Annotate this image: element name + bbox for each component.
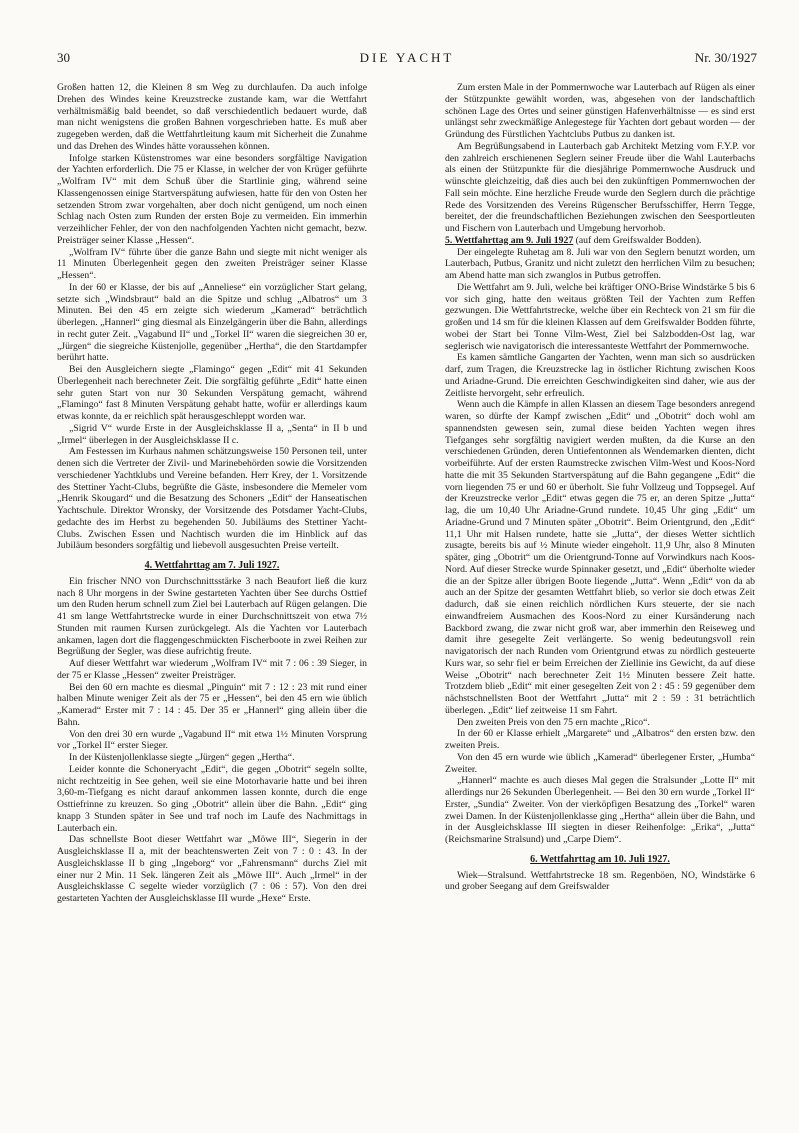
paragraph: Großen hatten 12, die Kleinen 8 sm Weg zu durchlaufen. Da auch infolge Drehen des Windes keine Kreuzstrecke zustande kam, war die Wettfahrt verhältnismäßig bald beendet, so daß verschiedentlich bedauert wurde, daß man nicht wenigstens die großen Bahnen vorgeschrieben hatte. Es muß aber zugegeben werden, daß die Wettfahrtleitung kaum mit Sicherheit die Zunahme und das Drehen des Windes hätte voraussehen können.: [57, 82, 367, 152]
right-column: [445, 82, 755, 1112]
paragraph: Die Wettfahrt am 9. Juli, welche bei kräftiger ONO-Brise Windstärke 5 bis 6 vor sich ging, hatte den weitaus größten Teil der Yachten zum Reffen gezwungen. Die Wettfahrtstrecke, welche über ein Rechteck von 21 sm für die großen und 14 sm für die kleinen Klassen auf dem Greifswalder Bodden führte, wobei der Start bei Tonne Vilm-West, Ziel bei Salzbodden-Ost lag, war seglerisch wie navigatorisch die interessanteste Wettfahrt der Pommernwoche.: [445, 281, 755, 352]
paragraph: „Hannerl“ machte es auch dieses Mal gegen die Stralsunder „Lotte II“ mit allerdings nur 26 Sekunden Überlegenheit. — Bei den 30 ern wurde „Torkel II“ Erster, „Sundia“ Zweiter. Von der vierköpfigen Besatzung des „Torkel“ waren zwei Damen. In der Küstenjollenklasse ging „Hertha“ allein über die Bahn, und in der Ausgleichsklasse III siegten in dieser Reihenfolge: „Erika“, „Jutta“ (Reichsmarine Stralsund) und „Carpe Diem“.: [445, 775, 755, 845]
paragraph: Der eingelegte Ruhetag am 8. Juli war von den Seglern benutzt worden, um Lauterbach, Putbus, Granitz und nicht zuletzt den herrlichen Vilm zu besuchen; am Abend hatte man sich zwanglos in Putbus getroffen.: [445, 246, 755, 281]
paragraph: „Sigrid V“ wurde Erste in der Ausgleichsklasse II a, „Senta“ in II b und „Irmel“ überlegen in der Ausgleichsklasse II c.: [57, 422, 367, 446]
paragraph: In der Küstenjollenklasse siegte „Jürgen“ gegen „Hertha“.: [69, 752, 295, 763]
paragraph: In der 60 er Klasse, der bis auf „Anneliese“ ein vorzüglicher Start gelang, setzte sich „Windsbraut“ bald an die Spitze und schlug „Albatros“ um 3 Minuten. Bei den 45 ern zeigte sich wiederum „Kamerad“ beträchtlich überlegen. „Hannerl“ ging diesmal als Einzelgängerin über die Bahn, allerdings in recht guter Zeit. „Vagabund II“ und „Torkel II“ waren die siegreichen 30 er, „Jürgen“ die siegreiche Küstenjolle, gegenüber „Hertha“, die den Startdampfer berührt hatte.: [57, 281, 367, 364]
paragraph: „Wolfram IV“ führte über die ganze Bahn und siegte mit nicht weniger als 11 Minuten Überlegenheit gegen den zweiten Preisträger seiner Klasse „Hessen“.: [57, 246, 367, 281]
paragraph: Leider konnte die Schoneryacht „Edit“, die gegen „Obotrit“ segeln sollte, nicht rechtzeitig in See gehen, weil sie eine Motorhavarie hatte und bei ihren 3,60-m-Tiefgang es nicht darauf ankommen lassen konnte, durch die enge Osttiefrinne zu kreuzen. So ging „Obotrit“ allein über die Bahn. „Edit“ ging knapp 3 Stunden später in See und traf noch im Laufe des Nachmittags in Lauterbach ein.: [57, 763, 367, 834]
paragraph: Bei den 60 ern machte es diesmal „Pinguin“ mit 7 : 12 : 23 mit rund einer halben Minute weniger Zeit als der 75 er „Hessen“, bei den 45 ern wie üblich „Kamerad“ Erster mit 7 : 14 : 45. Der 35 er „Hannerl“ ging allein über die Bahn.: [57, 681, 367, 728]
paragraph: Den zweiten Preis von den 75 ern machte „Rico“.: [457, 716, 650, 728]
section-heading-5-suffix: (auf dem Greifswalder Bodden).: [573, 234, 702, 246]
paragraph: Wenn auch die Kämpfe in allen Klassen an diesem Tage besonders anregend waren, so dürfte der Kampf zwischen „Edit“ und „Obotrit“ doch wohl am spannendsten gewesen sein, zumal diese beiden Yachten wegen ihres Tiefganges sehr sorgfältig navigiert werden mußten, da die Kurse an den verschiedenen Gründen, deren Untiefentonnen als Wendemarken dienten, dicht vorbeiführte. Auf der ersten Raumstrecke zwischen Vilm-West und Koos-Nord hatte die mit 35 Sekunden Startverspätung auf die Bahn gegangene „Edit“ die vorn liegenden 75 er und 60 er überholt. Sie fuhr Vollzeug und Toppsegel. Auf der Kreuzstrecke verlor „Edit“ etwas gegen die 75 er, an deren Spitze „Jutta“ lag, die um 10,40 Uhr Ariadne-Grund rundete. 10,45 Uhr ging „Edit“ um Ariadne-Grund und 7 Minuten später „Obotrit“. Beim Orientgrund, den „Edit“ 11,1 Uhr mit Halsen rundete, hatte sie „Jutta“, der dieses Wetter sichtlich zusagte, bereits bis auf ½ Minute wieder eingeholt. 11,9 Uhr, also 8 Minuten später, ging „Obotrit“ um die Orientgrund-Tonne auf Vorwindkurs nach Koos-Nord. Auf dieser Strecke wurde Spinnaker gesetzt, und „Edit“ überholte wieder die an der Spitze aller übrigen Boote liegende „Jutta“. Wenn „Edit“ von da ab auch an der Spitze der gesamten Wettfahrt blieb, so verlor sie doch etwas Zeit dadurch, daß sie einen reichlich nördlichen Kurs steuerte, der sie nach einwandfreiem Ausmachen des Koos-Nord zu einer Kursänderung nach Backbord zwang, die zwar nicht groß war, aber immerhin den Reiseweg und damit ihre gesegelte Zeit verlängerte. So wenig bedeutungsvoll rein navigatorisch der nach Runden vom Orientgrund etwas zu nördlich gesteuerte Kurs war, so sehr fiel er beim Erreichen der Ziellinie ins Gewicht, da auf diese Weise „Obotrit“ nach berechneter Zeit 1½ Minuten bessere Zeit hatte. Trotzdem blieb „Edit“ mit einer gesegelten Zeit von 2 : 45 : 59 gegenüber dem nächstschnellsten Boot der Wettfahrt „Jutta“ mit 2 : 59 : 31 beträchtlich überlegen. „Edit“ lief zeitweise 11 sm Fahrt.: [445, 399, 755, 716]
page-number: 30: [57, 50, 70, 65]
paragraph: Am Begrüßungsabend in Lauterbach gab Architekt Metzing vom F.Y.P. vor den zahlreich erschienenen Seglern seiner Freude über die Wahl Lauterbachs als einen der Stützpunkte für die diesjährige Pommernwoche Ausdruck und wünschte gleichzeitig, daß dies auch bei den zukünftigen Pommernwochen der Fall sein möchte. Eine herzliche Freude wurde den Seglern durch die prächtige Rede des Vorsitzenden des Vereins Rügenscher Berufsschiffer, Herrn Tegge, bereitet, der die freundschaftlichen Beziehungen zwischen den Seesportleuten und Fischern von Lauterbach und Umgebung hervorhob.: [445, 140, 755, 234]
issue-number: Nr. 30/1927: [694, 50, 757, 65]
section-heading-6: 6. Wettfahrttag am 10. Juli 1927.: [530, 853, 670, 865]
paragraph: Wiek—Stralsund. Wettfahrtstrecke 18 sm. Regenböen, NO, Windstärke 6 und grober Seegang auf dem Greifswalder: [445, 869, 755, 893]
paragraph: Es kamen sämtliche Gangarten der Yachten, wenn man sich so ausdrücken darf, zum Tragen, die Kreuzstrecke lag in östlicher Richtung zwischen Koos und Ariadne-Grund. Die erreichten Geschwindigkeiten sind daher, wie aus der Zeitliste hervorgeht, sehr erfreulich.: [445, 352, 755, 399]
section-heading-4: 4. Wettfahrttag am 7. Juli 1927.: [144, 560, 280, 571]
page-header: [57, 50, 757, 68]
paragraph: Auf dieser Wettfahrt war wiederum „Wolfram IV“ mit 7 : 06 : 39 Sieger, in der 75 er Klasse „Hessen“ zweiter Preisträger.: [57, 658, 367, 681]
paragraph: Von den drei 30 ern wurde „Vagabund II“ mit etwa 1½ Minuten Vorsprung vor „Torkel II“ erster Sieger.: [57, 728, 367, 752]
paragraph: Am Festessen im Kurhaus nahmen schätzungsweise 150 Personen teil, unter denen sich die Vertreter der Zivil- und Marinebehörden sowie die Vorsitzenden verschiedener Yachtklubs und Vereine befanden. Herr Krey, der 1. Vorsitzende des Stettiner Yacht-Clubs, begrüßte die Gäste, insbesondere die Memeler vom „Henrik Skougard“ und die Besatzung des Schoners „Edit“ der Hanseatischen Yachtschule. Direktor Wronsky, der Vorsitzende des Potsdamer Yacht-Clubs, gedachte des im Herbst zu begehenden 50. Jubiläums des Stettiner Yacht-Clubs. Zwischen Essen und Nachtisch wurden die im Hinblick auf das Jubiläum besonders sorgfältig und liebevoll ausgesuchten Preise verteilt.: [57, 446, 367, 552]
section-heading-5-line: [445, 235, 755, 247]
paragraph: Zum ersten Male in der Pommernwoche war Lauterbach auf Rügen als einer der Stützpunkte gewählt worden, was, abgesehen von der landschaftlich schönen Lage des Ortes und seiner günstigen Hafenverhältnisse — es sind erst unlängst sehr zweckmäßige Anlegestege für Yachten dort gebaut worden — der Gründung des Fürstlichen Yachtclubs Putbus zu danken ist.: [445, 82, 755, 140]
journal-title: DIE YACHT: [359, 50, 455, 65]
paragraph: Infolge starken Küstenstromes war eine besonders sorgfältige Navigation der Yachten erforderlich. Die 75 er Klasse, in welcher der von Krüger geführte „Wolfram IV“ mit dem Schuß über die Startlinie ging, während seine Klassengenossen einige Startverspätung aufwiesen, hatte für den von Osten her setzenden Strom zwar vorgehalten, aber doch nicht genügend, um noch einen Schlag nach Osten zum Runden der ersten Boje zu vermeiden. Ein immerhin verzeihlicher Fehler, der von den nachfolgenden Yachten nicht gemacht, bezw. Preisträger seiner Klasse „Hessen“.: [57, 152, 367, 246]
left-column: [57, 82, 367, 1112]
paragraph: Ein frischer NNO von Durchschnittsstärke 3 nach Beaufort ließ die kurz nach 8 Uhr morgens in der Swine gestarteten Yachten über See durchs Osttief um den Ruden herum schnell zum Ziel bei Lauterbach auf Rügen gelangen. Die 41 sm lange Wettfahrtstrecke wurde in einer Durchschnittszeit von etwa 7½ Stunden mit raumen Kursen zurückgelegt. Als die Yachten vor Lauterbach ankamen, lagen dort die flaggengeschmückten Fischerboote in zwei Reihen zur Begrüßung der Segler, was diese aufrichtig freute.: [57, 575, 367, 658]
paragraph: Bei den Ausgleichern siegte „Flamingo“ gegen „Edit“ mit 41 Sekunden Überlegenheit nach berechneter Zeit. Die sorgfältig geführte „Edit“ hatte einen sehr guten Start von nur 30 Sekunden Verspätung gemacht, während „Flamingo“ fast 8 Minuten Verspätung gehabt hatte, wofür er allerdings kaum etwas konnte, da er reichlich spät herausgeschleppt worden war.: [57, 364, 367, 422]
paragraph: Von den 45 ern wurde wie üblich „Kamerad“ überlegener Erster, „Humba“ Zweiter.: [445, 751, 755, 775]
paragraph: Das schnellste Boot dieser Wettfahrt war „Möwe III“, Siegerin in der Ausgleichsklasse II a, mit der beachtenswerten Zeit von 7 : 0 : 43. In der Ausgleichsklasse II b ging „Ingeborg“ vor „Fahrensmann“ durchs Ziel mit einer nur 2 Min. 11 Sek. längeren Zeit als „Möwe III“. Auch „Irmel“ in der Ausgleichsklasse C segelte wieder vorzüglich (7 : 06 : 57). Von den drei gestarteten Yachten der Ausgleichsklasse III wurde „Hexe“ Erste.: [57, 834, 367, 904]
section-heading-5: 5. Wettfahrttag am 9. Juli 1927: [445, 234, 574, 246]
paragraph: In der 60 er Klasse erhielt „Margarete“ und „Albatros“ den ersten bzw. den zweiten Preis.: [445, 728, 755, 751]
